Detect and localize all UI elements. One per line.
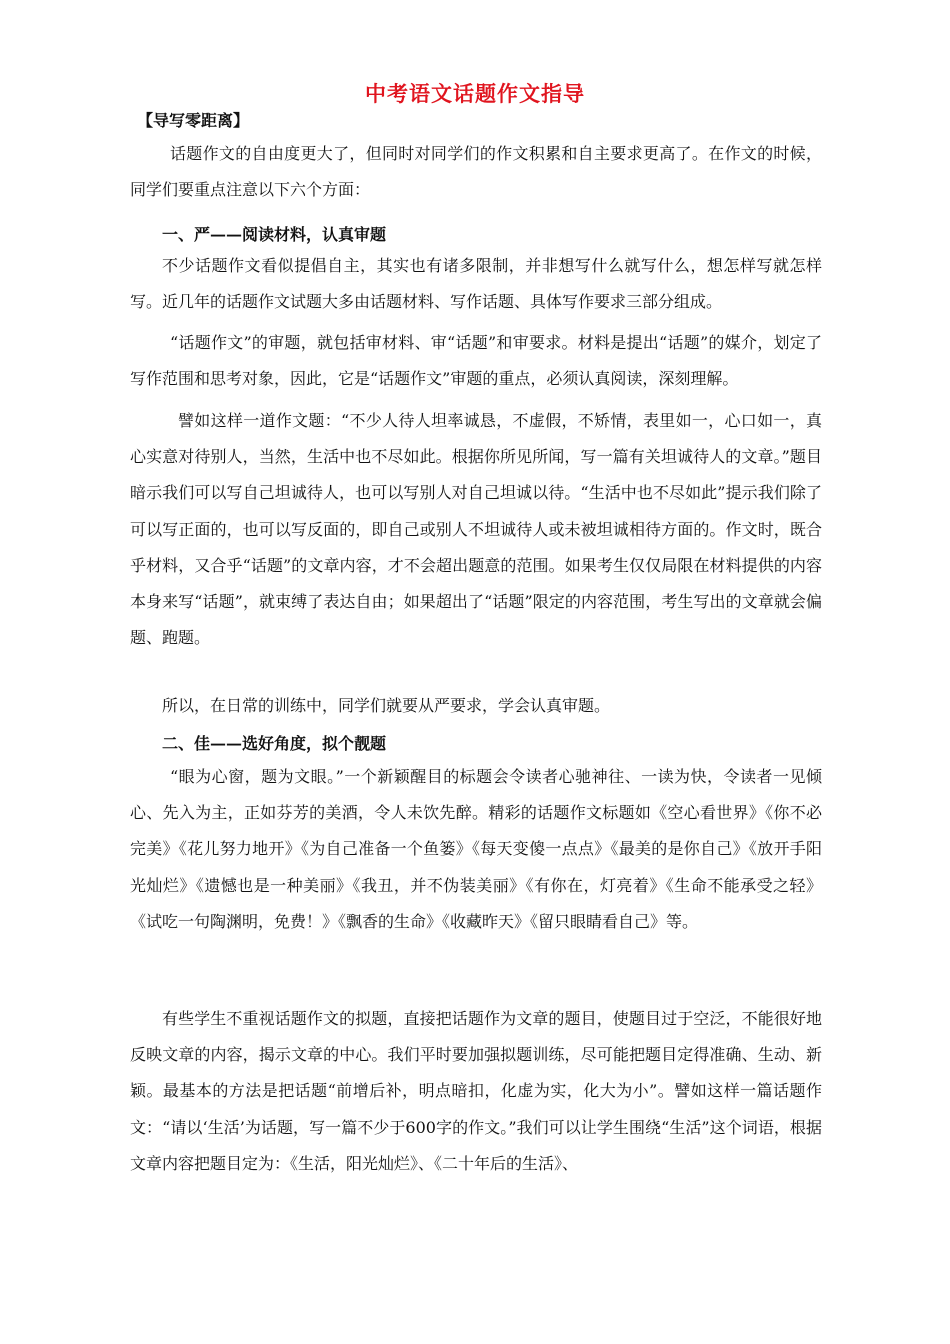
paragraph: “话题作文”的审题，就包括审材料、审“话题”和审要求。材料是提出“话题”的媒介，划定了写作范围和思考对象，因此，它是“话题作文”审题的重点，必须认真阅读，深刻理解。 xyxy=(130,333,822,389)
paragraph: 有些学生不重视话题作文的拟题，直接把话题作为文章的题目，使题目过于空泛，不能很好地反映文章的内容，揭示文章的中心。我们平时要加强拟题训练，尽可能把题目定得准确、生动、新颖。最基本的方法是把话题“前增后补，明点暗扣，化虚为实，化大为小”。譬如这样一篇话题作文：“请以‘生活’为话题，写一篇不少于600字的作文。”我们可以让学生围绕“生活”这个词语，根据文章内容把题目定为：《生活，阳光灿烂》、《二十年后的生活》、 xyxy=(130,1009,822,1173)
paragraph: “眼为心窗，题为文眼。”一个新颖醒目的标题会令读者心驰神往、一读为快，令读者一见倾心、先入为主，正如芬芳的美酒，令人未饮先醉。精彩的话题作文标题如《空心看世界》《你不必完美》《花儿努力地开》《为自己准备一个鱼篓》《每天变傻一点点》《最美的是你自己》《放开手阳光灿烂》《遗憾也是一种美丽》《我丑，并不伪装美丽》《有你在，灯亮着》《生命不能承受之轻》《试吃一句陶渊明，免费！》《飘香的生命》《收藏昨天》《留只眼睛看自己》等。 xyxy=(130,767,822,931)
section-label: 【导写零距离】 xyxy=(137,111,250,130)
paragraph: 所以，在日常的训练中，同学们就要从严要求，学会认真审题。 xyxy=(162,696,611,715)
document-title: 中考语文话题作文指导 xyxy=(365,81,585,106)
section-heading-1: 一、严——阅读材料，认真审题 xyxy=(162,225,387,244)
intro-paragraph: 话题作文的自由度更大了，但同时对同学们的作文积累和自主要求更高了。在作文的时候，同学们要重点注意以下六个方面： xyxy=(130,144,822,200)
paragraph: 譬如这样一道作文题：“不少人待人坦率诚恳，不虚假，不矫情，表里如一，心口如一，真心实意对待别人，当然，生活中也不尽如此。根据你所见所闻，写一篇有关坦诚待人的文章。”题目暗示我们可以写自己坦诚待人，也可以写别人对自己坦诚以待。“生活中也不尽如此”提示我们除了可以写正面的，也可以写反面的，即自己或别人不坦诚待人或未被坦诚相待方面的。作文时，既合乎材料，又合乎“话题”的文章内容，才不会超出题意的范围。如果考生仅仅局限在材料提供的内容本身来写“话题”，就束缚了表达自由；如果超出了“话题”限定的内容范围，考生写出的文章就会偏题、跑题。 xyxy=(130,411,822,648)
section-heading-2: 二、佳——选好角度，拟个靓题 xyxy=(162,734,387,753)
paragraph: 不少话题作文看似提倡自主，其实也有诸多限制，并非想写什么就写什么，想怎样写就怎样写。近几年的话题作文试题大多由话题材料、写作话题、具体写作要求三部分组成。 xyxy=(130,256,822,312)
